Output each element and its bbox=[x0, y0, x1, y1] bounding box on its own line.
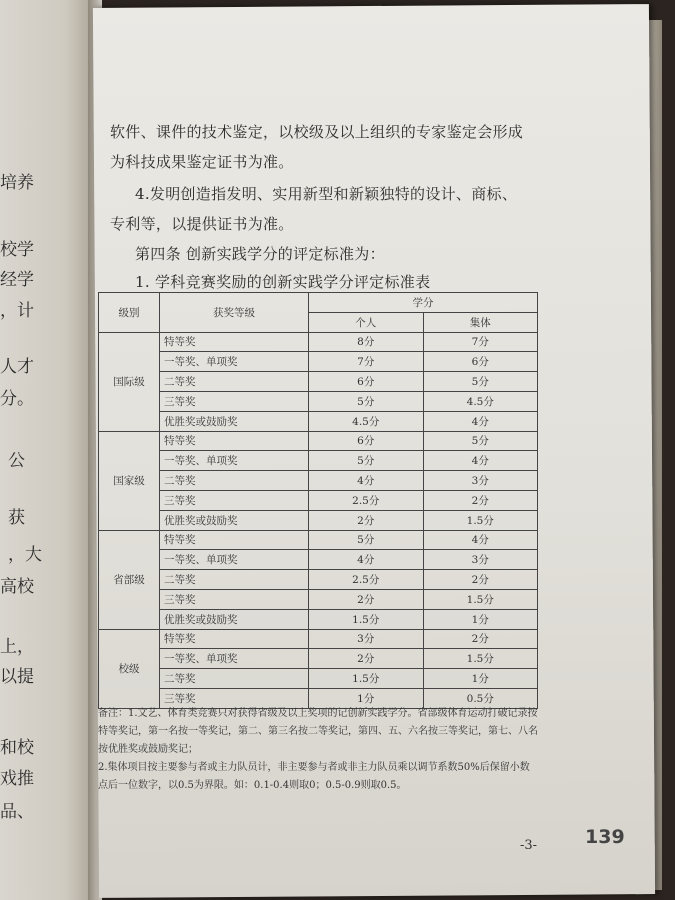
award-cell: 二等奖 bbox=[160, 570, 309, 590]
individual-credit-cell: 8分 bbox=[309, 332, 424, 352]
individual-credit-cell: 6分 bbox=[309, 372, 424, 392]
stamp-number: 139 bbox=[585, 826, 625, 848]
table-row bbox=[99, 510, 538, 530]
team-credit-cell: 5分 bbox=[423, 372, 538, 392]
award-cell: 优胜奖或鼓励奖 bbox=[160, 411, 309, 431]
header-credit: 学分 bbox=[309, 293, 538, 313]
team-credit-cell: 6分 bbox=[423, 352, 538, 372]
left-page-fragment: 分。 bbox=[0, 389, 34, 409]
left-page-fragment: 校学 bbox=[0, 240, 34, 260]
table-row bbox=[99, 471, 538, 491]
team-credit-cell: 1.5分 bbox=[423, 649, 538, 669]
left-page-fragment: ，计 bbox=[0, 301, 34, 321]
table-note-2: 2.集体项目按主要参与者或主力队员计，非主要参与者或非主力队员乘以调节系数50%后保留小数点后一位数字，以0.5为界限。如：0.1-0.4则取0；0.5-0.9则取0.5。 bbox=[98, 762, 530, 791]
left-page-fragment: 上， bbox=[0, 637, 34, 657]
paragraph-line: 专利等，以提供证书为准。 bbox=[110, 215, 294, 233]
award-cell: 优胜奖或鼓励奖 bbox=[160, 510, 309, 530]
table-row bbox=[99, 411, 538, 431]
individual-credit-cell: 2分 bbox=[309, 589, 424, 609]
left-page-fragment: 获 bbox=[8, 508, 25, 528]
header-award: 获奖等级 bbox=[160, 293, 309, 333]
left-page-fragment: 公 bbox=[8, 451, 25, 471]
award-cell: 一等奖、单项奖 bbox=[160, 649, 309, 669]
paragraph-line: 4.发明创造指发明、实用新型和新颖独特的设计、商标、 bbox=[135, 185, 518, 203]
table-row bbox=[99, 332, 538, 352]
credit-standard-table bbox=[98, 292, 538, 709]
header-level: 级别 bbox=[99, 293, 160, 333]
header-team: 集体 bbox=[423, 312, 538, 332]
table-row bbox=[99, 550, 538, 570]
header-individual: 个人 bbox=[309, 312, 424, 332]
table-row bbox=[99, 451, 538, 471]
left-page-fragment: ，大 bbox=[8, 545, 42, 565]
team-credit-cell: 1分 bbox=[423, 609, 538, 629]
table-row bbox=[99, 490, 538, 510]
table-row bbox=[99, 372, 538, 392]
paragraph-line: 软件、课件的技术鉴定，以校级及以上组织的专家鉴定会形成 bbox=[110, 123, 524, 141]
team-credit-cell: 2分 bbox=[423, 570, 538, 590]
individual-credit-cell: 2分 bbox=[309, 510, 424, 530]
individual-credit-cell: 5分 bbox=[309, 530, 424, 550]
team-credit-cell: 2分 bbox=[423, 629, 538, 649]
award-cell: 特等奖 bbox=[160, 530, 309, 550]
individual-credit-cell: 4.5分 bbox=[309, 411, 424, 431]
table-row bbox=[99, 589, 538, 609]
table-row bbox=[99, 391, 538, 411]
award-cell: 一等奖、单项奖 bbox=[160, 352, 309, 372]
award-cell: 一等奖、单项奖 bbox=[160, 550, 309, 570]
table-row bbox=[99, 431, 538, 451]
table-row bbox=[99, 629, 538, 649]
team-credit-cell: 4分 bbox=[423, 411, 538, 431]
left-page-fragment: 品、 bbox=[0, 802, 34, 822]
team-credit-cell: 7分 bbox=[423, 332, 538, 352]
award-cell: 二等奖 bbox=[160, 669, 309, 689]
paragraph-line: 为科技成果鉴定证书为准。 bbox=[110, 153, 294, 171]
individual-credit-cell: 2分 bbox=[309, 649, 424, 669]
individual-credit-cell: 1.5分 bbox=[309, 609, 424, 629]
level-cell: 省部级 bbox=[99, 530, 160, 629]
individual-credit-cell: 2.5分 bbox=[309, 490, 424, 510]
award-cell: 二等奖 bbox=[160, 471, 309, 491]
left-page-fragment: 以提 bbox=[0, 667, 34, 687]
award-cell: 特等奖 bbox=[160, 431, 309, 451]
award-cell: 二等奖 bbox=[160, 372, 309, 392]
team-credit-cell: 4.5分 bbox=[423, 391, 538, 411]
individual-credit-cell: 7分 bbox=[309, 352, 424, 372]
table-row bbox=[99, 609, 538, 629]
individual-credit-cell: 4分 bbox=[309, 550, 424, 570]
award-cell: 三等奖 bbox=[160, 688, 309, 708]
award-cell: 特等奖 bbox=[160, 332, 309, 352]
individual-credit-cell: 5分 bbox=[309, 451, 424, 471]
individual-credit-cell: 4分 bbox=[309, 471, 424, 491]
team-credit-cell: 3分 bbox=[423, 471, 538, 491]
award-cell: 特等奖 bbox=[160, 629, 309, 649]
individual-credit-cell: 6分 bbox=[309, 431, 424, 451]
team-credit-cell: 0.5分 bbox=[423, 688, 538, 708]
table-title: 1. 学科竞赛奖励的创新实践学分评定标准表 bbox=[135, 273, 431, 291]
team-credit-cell: 1.5分 bbox=[423, 510, 538, 530]
table-row bbox=[99, 530, 538, 550]
left-page-fragment: 高校 bbox=[0, 577, 34, 597]
team-credit-cell: 4分 bbox=[423, 451, 538, 471]
individual-credit-cell: 5分 bbox=[309, 391, 424, 411]
section-heading: 第四条 创新实践学分的评定标准为： bbox=[135, 245, 385, 263]
team-credit-cell: 4分 bbox=[423, 530, 538, 550]
award-cell: 一等奖、单项奖 bbox=[160, 451, 309, 471]
award-cell: 三等奖 bbox=[160, 490, 309, 510]
level-cell: 国际级 bbox=[99, 332, 160, 431]
table-row bbox=[99, 649, 538, 669]
left-page-fragment: 戏推 bbox=[0, 769, 34, 789]
individual-credit-cell: 3分 bbox=[309, 629, 424, 649]
table-row bbox=[99, 352, 538, 372]
left-page-fragment: 培养 bbox=[0, 173, 34, 193]
team-credit-cell: 3分 bbox=[423, 550, 538, 570]
individual-credit-cell: 1.5分 bbox=[309, 669, 424, 689]
team-credit-cell: 5分 bbox=[423, 431, 538, 451]
award-cell: 三等奖 bbox=[160, 391, 309, 411]
left-page-fragment: 和校 bbox=[0, 738, 34, 758]
page-number: -3- bbox=[520, 838, 538, 853]
team-credit-cell: 1分 bbox=[423, 669, 538, 689]
team-credit-cell: 1.5分 bbox=[423, 589, 538, 609]
table-row bbox=[99, 570, 538, 590]
team-credit-cell: 2分 bbox=[423, 490, 538, 510]
table-row bbox=[99, 669, 538, 689]
award-cell: 优胜奖或鼓励奖 bbox=[160, 609, 309, 629]
individual-credit-cell: 1分 bbox=[309, 688, 424, 708]
individual-credit-cell: 2.5分 bbox=[309, 570, 424, 590]
award-cell: 三等奖 bbox=[160, 589, 309, 609]
left-page-fragment: 人才 bbox=[0, 357, 34, 377]
level-cell: 校级 bbox=[99, 629, 160, 708]
table-note-1: 备注：1.文艺、体育类竞赛只对获得省级及以上奖项的记创新实践学分。省部级体育运动打破记录按特等奖记，第一名按一等奖记，第二、第三名按二等奖记，第四、五、六名按三等奖记，第七、八名按优胜奖或鼓励奖记； bbox=[98, 708, 538, 755]
level-cell: 国家级 bbox=[99, 431, 160, 530]
left-page-fragment: 经学 bbox=[0, 270, 34, 290]
